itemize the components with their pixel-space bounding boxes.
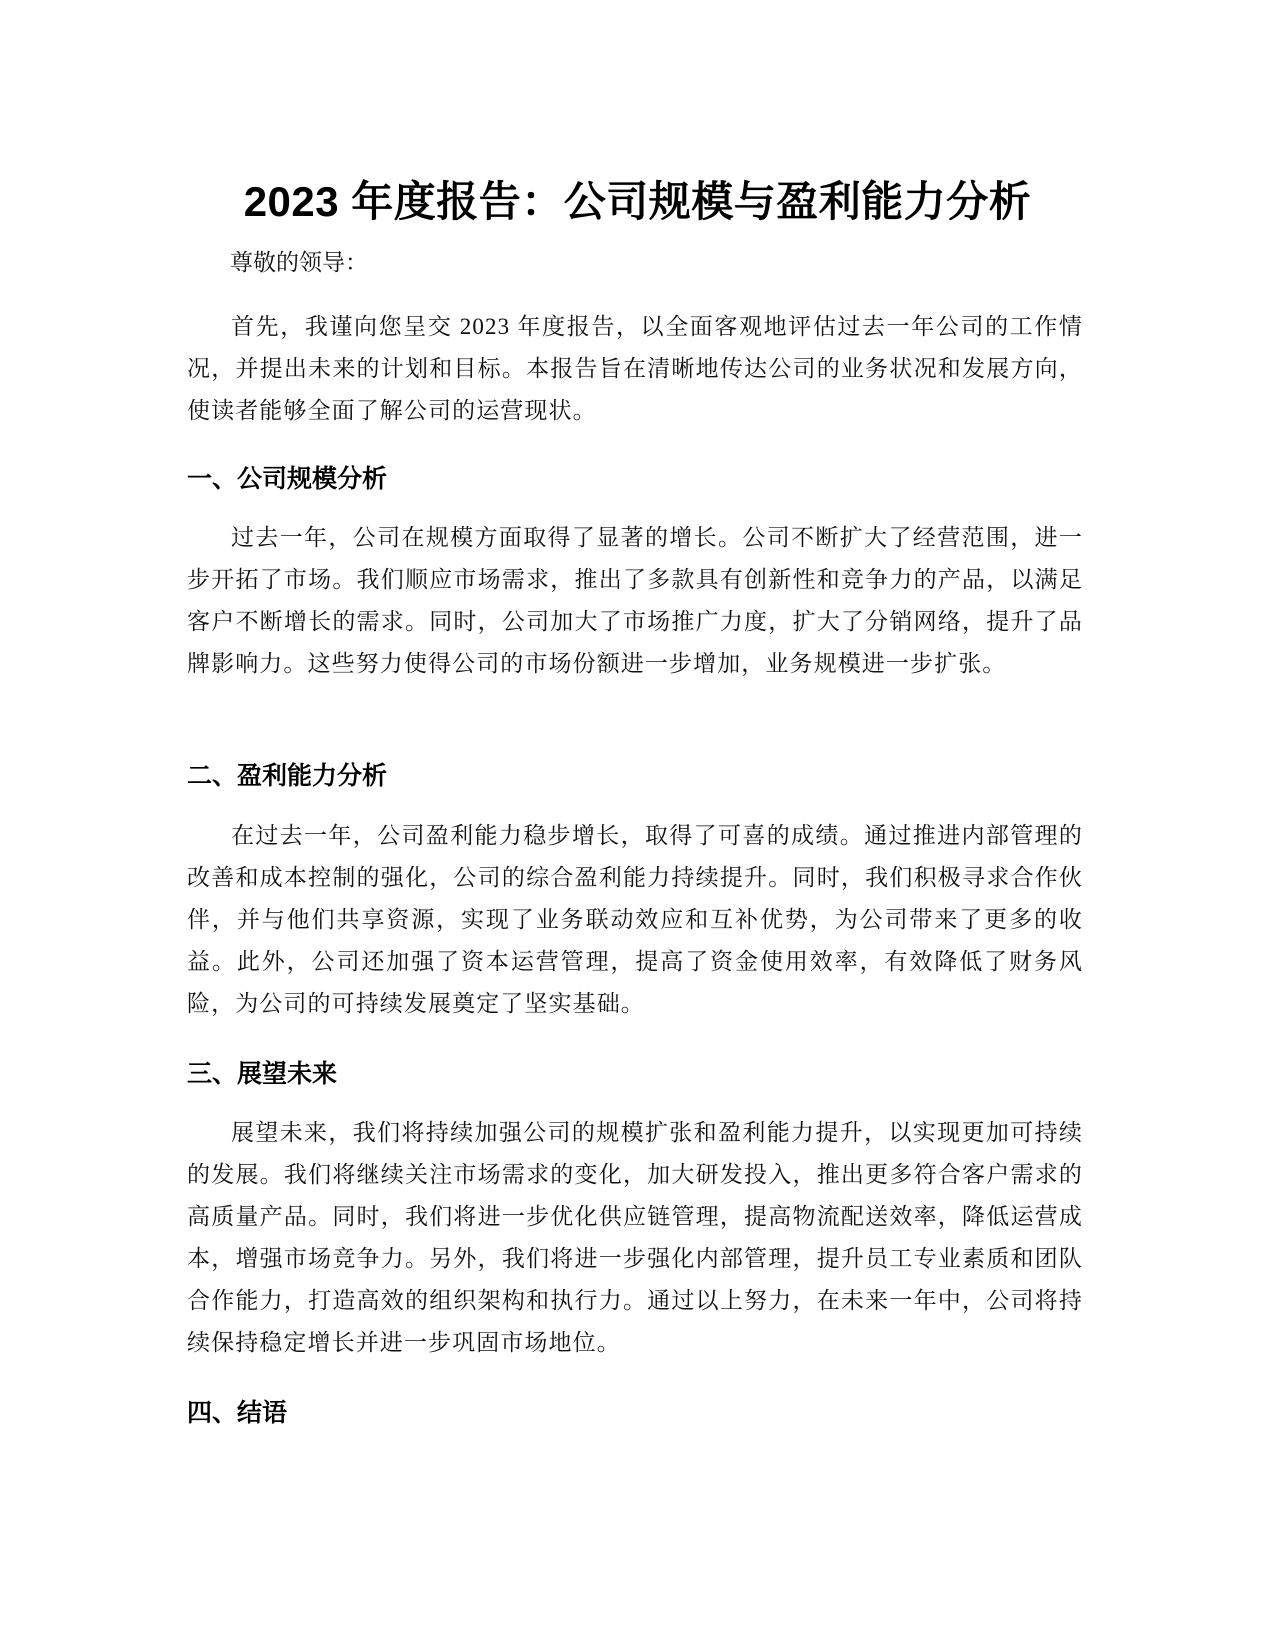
document-title: 2023 年度报告：公司规模与盈利能力分析 xyxy=(243,178,1032,226)
section-heading-profitability: 二、盈利能力分析 xyxy=(187,762,388,790)
section-body-scale: 过去一年，公司在规模方面取得了显著的增长。公司不断扩大了经营范围，进一步开拓了市场。我们顺应市场需求，推出了多款具有创新性和竞争力的产品，以满足客户不断增长的需求。同时，公司加大了市场推广力度，扩大了分销网络，提升了品牌影响力。这些努力使得公司的市场份额进一步增加，业务规模进一步扩张。 xyxy=(187,525,1083,676)
section-heading-conclusion: 四、结语 xyxy=(187,1399,288,1427)
section-body-outlook: 展望未来，我们将持续加强公司的规模扩张和盈利能力提升，以实现更加可持续的发展。我们将继续关注市场需求的变化，加大研发投入，推出更多符合客户需求的高质量产品。同时，我们将进一步优化供应链管理，提高物流配送效率，降低运营成本，增强市场竞争力。另外，我们将进一步强化内部管理，提升员工专业素质和团队合作能力，打造高效的组织架构和执行力。通过以上努力，在未来一年中，公司将持续保持稳定增长并进一步巩固市场地位。 xyxy=(187,1120,1083,1355)
section-heading-outlook: 三、展望未来 xyxy=(187,1060,338,1088)
salutation: 尊敬的领导： xyxy=(230,250,368,275)
intro-paragraph: 首先，我谨向您呈交 2023 年度报告，以全面客观地评估过去一年公司的工作情况，并提出未来的计划和目标。本报告旨在清晰地传达公司的业务状况和发展方向，使读者能够全面了解公司的运营现状。 xyxy=(187,314,1083,423)
section-heading-scale: 一、公司规模分析 xyxy=(187,465,388,493)
section-body-profitability: 在过去一年，公司盈利能力稳步增长，取得了可喜的成绩。通过推进内部管理的改善和成本控制的强化，公司的综合盈利能力持续提升。同时，我们积极寻求合作伙伴，并与他们共享资源，实现了业务联动效应和互补优势，为公司带来了更多的收益。此外，公司还加强了资本运营管理，提高了资金使用效率，有效降低了财务风险，为公司的可持续发展奠定了坚实基础。 xyxy=(187,823,1083,1016)
